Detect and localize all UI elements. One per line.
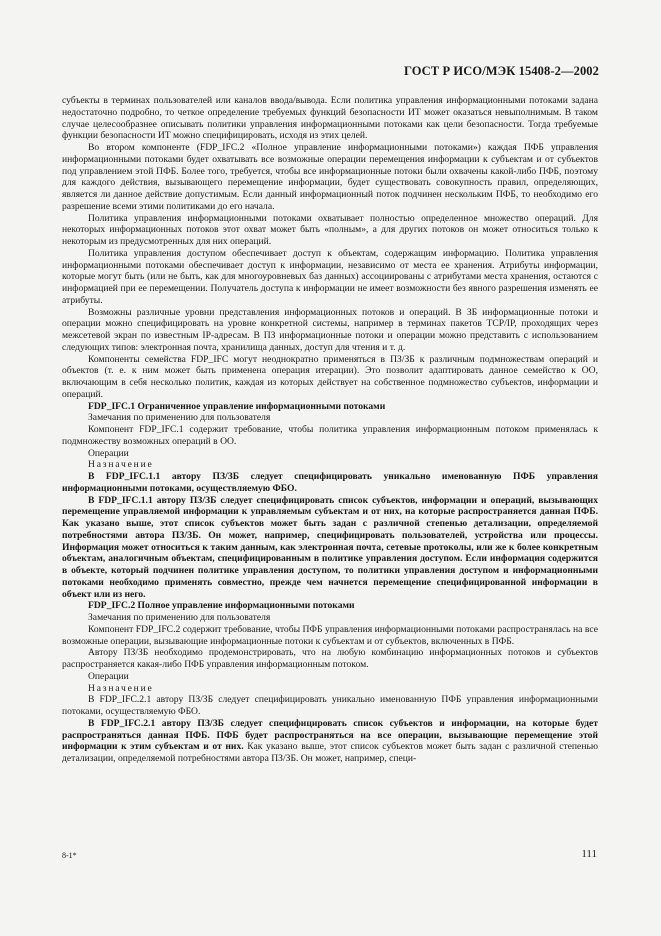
bold-text: В FDP_IFC.2.1 автору ПЗ/ЗБ следует специфицировать список субъектов и информации, на которые будет распространяться данная ПФБ. ПФБ будет распространяться на все операции, вызывающие перемещение этой информации к этим субъектам и от них. [62, 717, 598, 753]
paragraph: Компонент FDP_IFC.1 содержит требование, чтобы политика управления информационным потоком применялась к подмножеству возможных операций в ОО. [62, 424, 598, 447]
operations-label: Операции [88, 670, 129, 682]
operations-label: Операции [88, 447, 129, 459]
paragraph: Во втором компоненте (FDP_IFC.2 «Полное управление информационными потоками») каждая ПФБ управления информационными потоками будет охватывать все возможные операции перемещения информации к субъектам и от субъектов под управлением этой ПФБ. Более того, требуется, чтобы все информационные потоки были охвачены какой-либо ПФБ, поэтому для каждого действия, вызывающего перемещение информации, будет существовать совокупность правил, определяющих, является ли данное действие допустимым. Если данный информационный поток подчинен нескольким ПФБ, то необходимо его разрешение всеми этими политиками до его начала. [62, 142, 598, 212]
paragraph: Компоненты семейства FDP_IFC могут неоднократно применяться в ПЗ/ЗБ к различным подмножествам операций и объектов (т. е. к ним может быть применена операция итерации). Это позволит адаптировать данное семейство к ОО, включающим в себя несколько политик, каждая из которых действует на собственное подмножество субъектов, информации и операций. [62, 353, 598, 400]
paragraph: Политика управления информационными потоками охватывает полностью определенное множество операций. Для некоторых информационных потоков этот охват может быть «полным», а для других потоков он может относиться только к некоторым из предусмотренных для них операций. [62, 212, 598, 247]
notes-title: Замечания по применению для пользователя [88, 412, 271, 424]
paragraph: субъекты в терминах пользователей или каналов ввода/вывода. Если политика управления информационными потоками задана недостаточно подробно, то четкое определение требуемых функций безопасности ИТ может оказаться невыполнимым. В таком случае целесообразнее описывать политики управления информационными потоками как цели безопасности. Тогда требуемые функции безопасности ИТ можно специфицировать, исходя из этих целей. [62, 95, 598, 142]
section-heading: FDP_IFC.1 Ограниченное управление информационными потоками [88, 400, 386, 412]
assignment-label: Назначение [88, 459, 154, 471]
paragraph: В FDP_IFC.1.1 автору ПЗ/ЗБ следует специфицировать список субъектов, информации и операций, вызывающих перемещение управляемой информации к управляемым субъектам и от них, на которые распространяется данная ПФБ. Как указано выше, этот список субъектов может быть задан с различной степенью детализации, определяемой потребностями автора ПЗ/ЗБ. Он может, например, специфицировать пользователей, устройства или процессы. Информация может относиться к таким данным, как электронная почта, сетевые протоколы, или же к более конкретным объектам, аналогичным объектам, специфицированным в политике управления доступом. Если информация содержится в объекте, который подчинен политике управления доступом, то политики управления доступом и информационными потоками необходимо применять совместно, прежде чем начнется перемещение специфицированной информации в объект или из него. [62, 494, 598, 600]
page-header: ГОСТ Р ИСО/МЭК 15408-2—2002 [403, 64, 599, 78]
paragraph [62, 718, 598, 765]
paragraph: В FDP_IFC.2.1 автору ПЗ/ЗБ следует специфицировать уникально именованную ПФБ управления информационными потоками, осуществляемую ФБО. [62, 694, 598, 717]
paragraph: Компонент FDP_IFC.2 содержит требование, чтобы ПФБ управления информационными потоками распространялась на все возможные операции, вызывающие информационные потоки к субъектам и от субъектов, включенных в ПФБ. [62, 623, 598, 647]
page-number: 111 [581, 848, 597, 860]
paragraph: В FDP_IFC.1.1 автору ПЗ/ЗБ следует специфицировать уникально именованную ПФБ управления информационными потоками, осуществляемую ФБО. [62, 471, 598, 494]
paragraph: Политика управления доступом обеспечивает доступ к объектам, содержащим информацию. Политика управления информационными потоками обеспечивает доступ к информации, независимо от места ее хранения. Атрибуты информации, которые могут быть (или не быть, как для многоуровневых баз данных) ассоциированы с атрибутами места хранения, остаются с информацией при ее перемещении. Получатель доступа к информации не имеет возможности без явного разрешения изменять ее атрибуты. [62, 247, 598, 306]
paragraph: Возможны различные уровни представления информационных потоков и операций. В ЗБ информационные потоки и операции можно специфицировать на уровне конкретной системы, например в терминах пакетов TCP/IP, проходящих через межсетевой экран по известным IP-адресам. В ПЗ информационные потоки и операции можно представить с использованием следующих типов: электронная почта, хранилища данных, доступ для чтения и т. д. [62, 306, 598, 353]
footer-signature: 8-1* [62, 851, 77, 860]
notes-title: Замечания по применению для пользователя [88, 612, 271, 623]
paragraph: Автору ПЗ/ЗБ необходимо продемонстрировать, что на любую комбинацию информационных потоков и субъектов распространяется какая-либо ПФБ управления информационным потоком. [62, 647, 598, 670]
page-content [62, 95, 598, 765]
section-heading: FDP_IFC.2 Полное управление информационными потоками [88, 600, 355, 612]
regular-text: Как указано выше, этот список субъектов может быть задан с различной степенью детализации, определяемой потребностями автора ПЗ/ЗБ. Он может, например, специ- [62, 741, 598, 764]
assignment-label: Назначение [88, 682, 154, 694]
